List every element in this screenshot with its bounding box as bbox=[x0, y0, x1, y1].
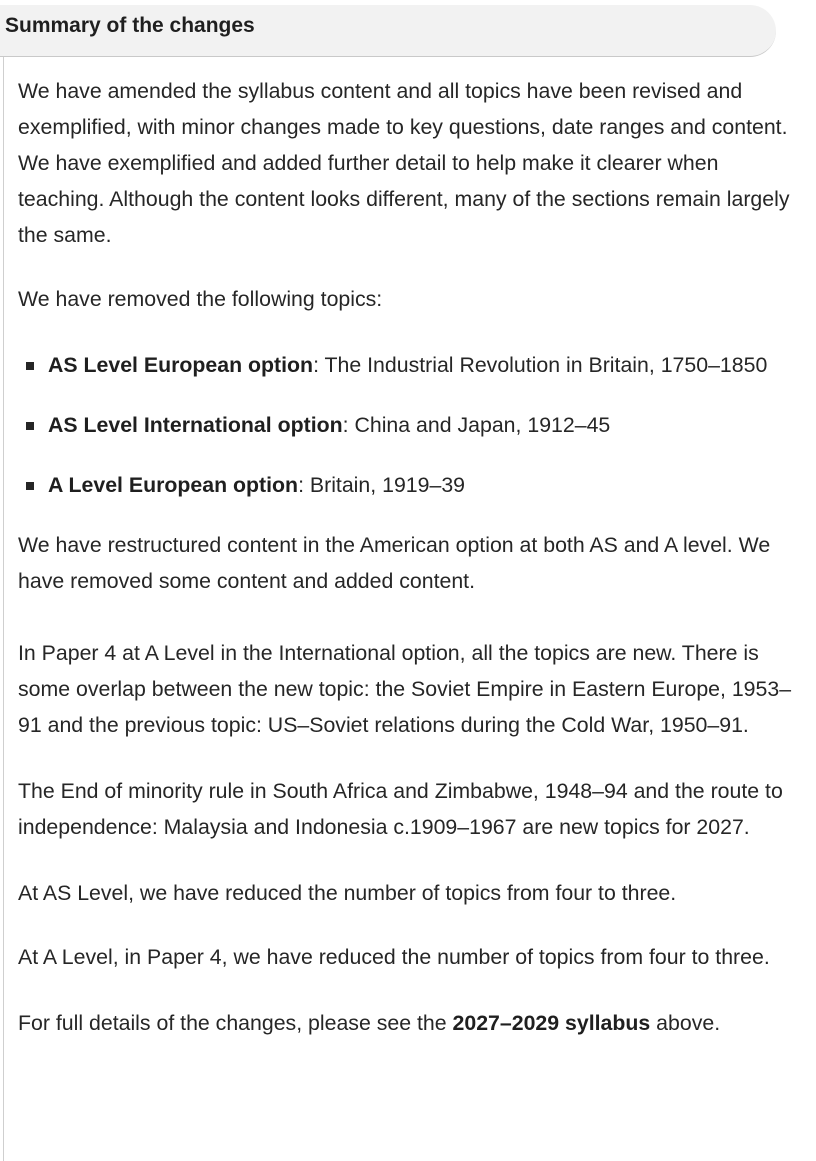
topic-description: : Britain, 1919–39 bbox=[298, 473, 466, 497]
removed-topics-list bbox=[18, 347, 808, 503]
new-topics-paragraph: The End of minority rule in South Africa and Zimbabwe, 1948–94 and the route to independence: Malaysia and Indonesia c.1909–1967 are new topics for 2027. bbox=[18, 779, 783, 839]
list-item bbox=[18, 407, 808, 443]
square-bullet-icon bbox=[26, 422, 34, 430]
topic-option-label: AS Level European option bbox=[48, 353, 314, 377]
full-details-prefix: For full details of the changes, please see the bbox=[18, 1011, 453, 1035]
topic-option-label: AS Level International option bbox=[48, 413, 343, 437]
square-bullet-icon bbox=[26, 482, 34, 490]
full-details-suffix: above. bbox=[650, 1011, 721, 1035]
full-details-paragraph bbox=[18, 1005, 808, 1041]
accordion-header[interactable] bbox=[0, 5, 776, 57]
removed-topics-lead: We have removed the following topics: bbox=[18, 287, 383, 311]
intro-paragraph: We have amended the syllabus content and all topics have been revised and exemplified, with minor changes made to key questions, date ranges and content. We have exemplified and added further detail to help make it clearer when teaching. Although the content looks different, many of the sections remain largely the same. bbox=[18, 79, 790, 247]
accordion-content bbox=[18, 73, 808, 1041]
topic-option-label: A Level European option bbox=[48, 473, 299, 497]
list-item bbox=[18, 467, 808, 503]
syllabus-reference: 2027–2029 syllabus bbox=[452, 1011, 651, 1035]
accordion-title: Summary of the changes bbox=[5, 14, 255, 37]
a-level-paragraph: At A Level, in Paper 4, we have reduced the number of topics from four to three. bbox=[18, 945, 770, 969]
topic-description: : China and Japan, 1912–45 bbox=[342, 413, 611, 437]
list-item bbox=[18, 347, 808, 383]
as-level-paragraph: At AS Level, we have reduced the number of topics from four to three. bbox=[18, 881, 677, 905]
restructured-paragraph: We have restructured content in the American option at both AS and A level. We have removed some content and added content. bbox=[18, 533, 771, 593]
topic-description: : The Industrial Revolution in Britain, 1750–1850 bbox=[313, 353, 768, 377]
paper4-international-paragraph: In Paper 4 at A Level in the International option, all the topics are new. There is some overlap between the new topic: the Soviet Empire in Eastern Europe, 1953–91 and the previous topic: US–Soviet relations during the Cold War, 1950–91. bbox=[18, 641, 792, 737]
square-bullet-icon bbox=[26, 362, 34, 370]
